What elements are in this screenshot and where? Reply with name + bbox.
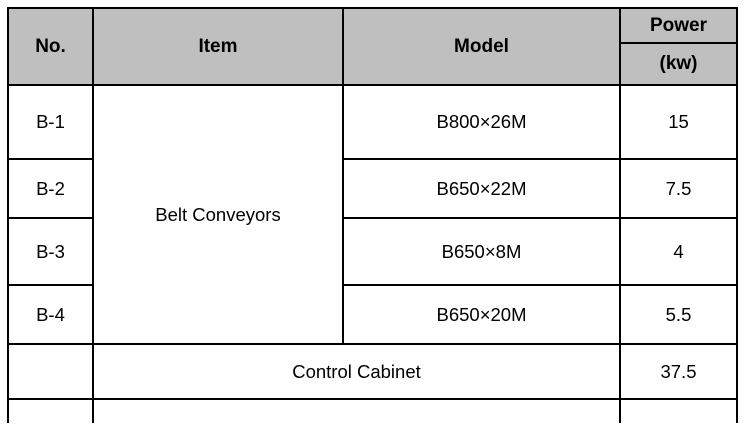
model-cell: B800×26M xyxy=(343,85,620,159)
no-cell: B-2 xyxy=(8,159,93,218)
no-cell: B-1 xyxy=(8,85,93,159)
model-cell: B650×8M xyxy=(343,218,620,285)
header-cell-power: Power xyxy=(620,8,737,43)
summary-label-cell: Control Cabinet xyxy=(93,344,620,399)
header-cell-model: Model xyxy=(343,8,620,85)
model-cell: B650×22M xyxy=(343,159,620,218)
header-cell-no: No. xyxy=(8,8,93,85)
power-cell: 7.5 xyxy=(620,159,737,218)
equipment-spec-table xyxy=(7,7,738,423)
header-cell-item: Item xyxy=(93,8,343,85)
partial-cell xyxy=(93,399,620,423)
table-row xyxy=(8,85,737,159)
power-cell: 37.5 xyxy=(620,344,737,399)
no-cell: B-4 xyxy=(8,285,93,344)
item-group-cell: Belt Conveyors xyxy=(93,85,343,344)
header-cell-power-unit: (kw) xyxy=(620,43,737,85)
power-cell: 4 xyxy=(620,218,737,285)
model-cell: B650×20M xyxy=(343,285,620,344)
power-cell: 15 xyxy=(620,85,737,159)
no-cell: B-3 xyxy=(8,218,93,285)
header-row-top xyxy=(8,8,737,43)
partial-cutoff-row xyxy=(8,399,737,423)
no-cell-empty xyxy=(8,399,93,423)
summary-row xyxy=(8,344,737,399)
power-cell-empty xyxy=(620,399,737,423)
no-cell-empty xyxy=(8,344,93,399)
power-cell: 5.5 xyxy=(620,285,737,344)
